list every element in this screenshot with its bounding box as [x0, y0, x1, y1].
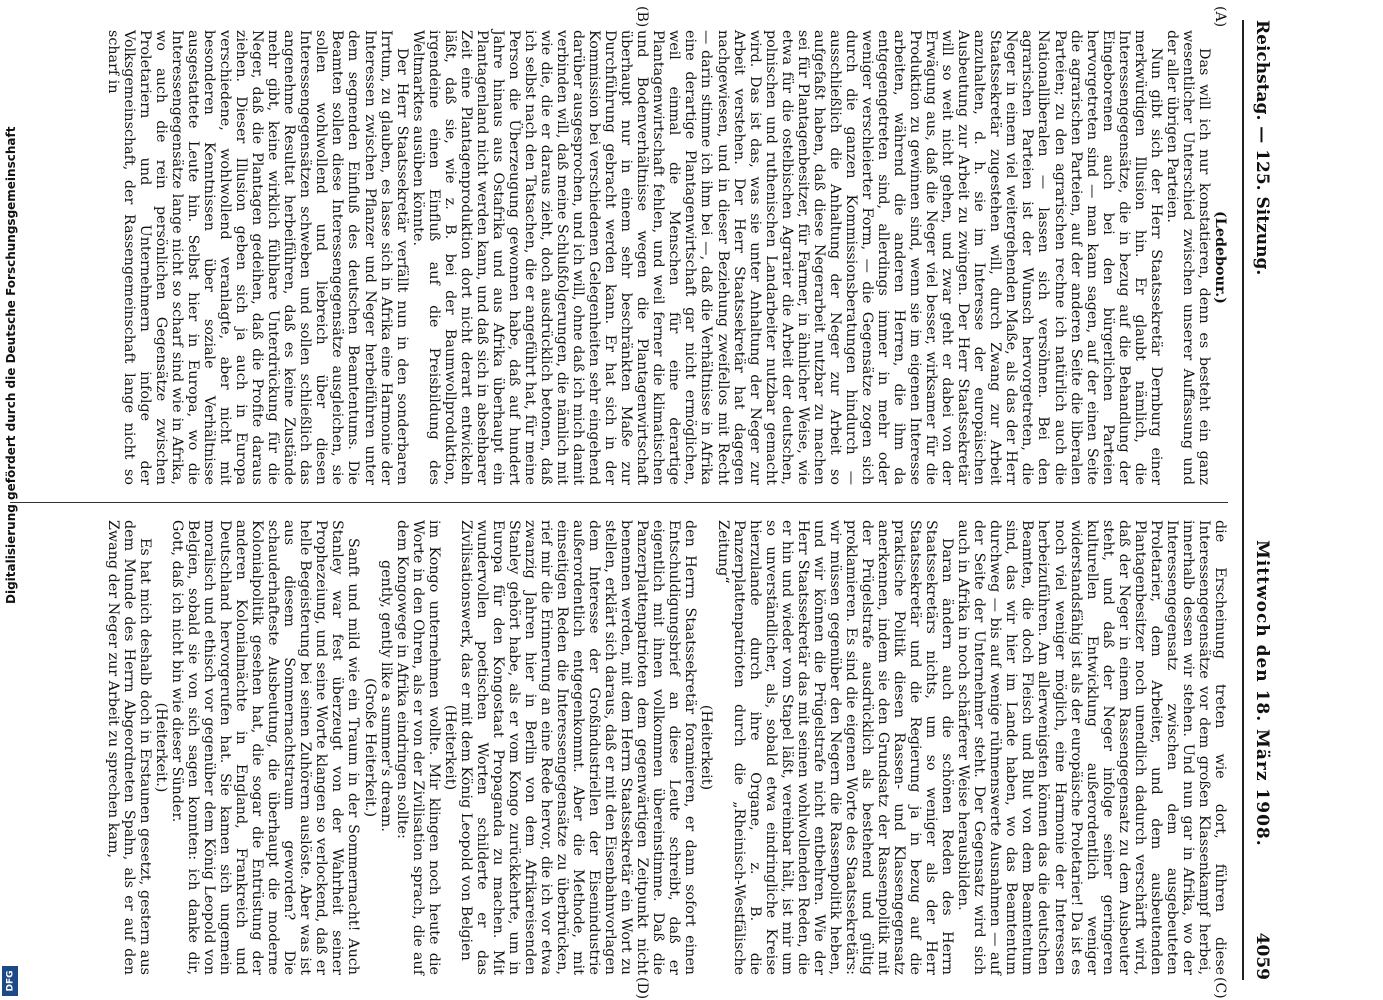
- paragraph: im Kongo unternehmen wollte. Mir klingen noch heute die Worte in den Ohren, als er von der Zivilisation sprach, die auf dem Kongowege in Afrika eindringen sollte:: [393, 520, 442, 975]
- paragraph: Sanft und mild wie ein Traum in der Sommernacht! Auch Stanley war fest überzeugt von der Wahrheit seiner Prophezeiung, und seine Worte klangen so verlockend, daß er helle Begeisterung bei seinen Zuhörern auslöste. Aber was ist aus diesem Sommernachtstraum geworden? Die schauderhafteste Ausbeutung, die überhaupt die moderne Kolonialpolitik gesehen hat, die sogar die Entrüstung der anderen Kolonialmächte in England, Frankreich und Deutschland hervorgerufen hat. Sie kamen sich ungemein moralisch und ethisch vor gegenüber dem König Leopold von Belgien, sobald sie von sich sagen konnten: ich danke dir, Gott, daß ich nicht bin wie dieser Sünder.: [168, 520, 362, 975]
- paragraph: den Herrn Staatssekretär foramieren, er dann sofort einen Entschuldigungsbrief an diese Leute schreibt, daß er eigentlich mit ihnen vollkommen übereinstimme. Daß die Panzerplattenpatrioten dem gegenwärtigen Zeitpunkt nicht benennen werden, mit dem Herrn Staatssekretär ein Wort zu stellen, erklärt sich daraus, daß er mit den Eisenbahnvorlagen dem Interesse der Großindustriellen der Eisenindustrie außerordentlich entgegenkommt. Aber die Methode, mit einseitigen Reden die Interessengegensätze zu überbrücken, rief mir die Erinnerung an eine Rede hervor, die ich vor etwa zwanzig Jahren hier in Berlin von dem Afrikareisenden Stanley gehört habe, als er vom Kongo zurückkehrte, um in Europa für den Kongostaat Propaganda zu machen. Mit wundervollen poetischen Worten schilderte er das Zivilisationswerk, das er mit dem König Leopold von Belgien: [457, 520, 699, 975]
- laughter-note: (Heiterkeit.): [152, 702, 169, 793]
- header-rule: [1242, 20, 1244, 980]
- right-column: [10, 520, 1228, 975]
- paragraph: Das will ich nur konstatieren, denn es besteht ein ganz wesentlicher Unterschied zwischen unserer Auffassung und der aller übrigen Parteien.: [1163, 30, 1212, 485]
- paragraph: Daran ändern auch die schönen Reden des Herrn Staatssekretärs nichts, um so weniger als der Herr Staatssekretär und die Regierung ja in bezug auf die praktische Politik diesen Rassen- und Klassengegensatz anerkennen, indem sie den Grundsatz der Rassenpolitik mit der Prügelstrafe ausdrücklich als bestehend und gültig proklamieren. Es sind die eigenen Worte des Staatssekretärs: wir müssen gegenüber den Negern die Rassenpolitik heben, und wir können die Prügelstrafe nicht entbehren. Wie der Herr Staatssekretär das mit seinen wohlwollenden Reden, die er hin und wieder vom Stapel läßt, vereinbar hält, ist mir um so unverständlicher, als, sobald etwa eindringliche Kreise hierzulande durch ihre Organe, z. B. die Panzerplattenpatrioten durch die „Rheinisch-Westfälische Zeitung“: [714, 520, 956, 975]
- paragraph: Der Herr Staatssekretär verfällt nun in den sonderbaren Irrtum, zu glauben, es lasse sich in Afrika eine Harmonie der Interessen zwischen Pflanzer und Neger herbeiführen unter dem segnenden Einfluß des deutschen Beamtentums. Die Beamten sollen diese Interessengegensätze ausgleichen, sie sollen wohlwollend und liebreich über diesen Interessengegensätzen schweben und sollen schließlich das angenehme Resultat herbeiführen, daß es keine Zustände mehr gibt, keine wirklich fühlbare Unterdrückung für die Neger, daß die Plantagen gedeihen, daß die Profite daraus ziehen. Dieser Illusion geben sich ja auch in Europa verschiedene, wohlwollend veranlagte, aber nicht mit besonderen Kenntnissen über soziale Verhältnisse ausgestattete Leute hin. Selbst hier in Europa, wo die Interessengegensätze lange nicht so scharf sind wie in Afrika, wo auch die rein persönlichen Gegensätze zwischen Proletariern und Unternehmern infolge der Volksgemeinschaft, der Rassengemeinschaft lange nicht so scharf in: [104, 30, 410, 485]
- laughter-note: (Große Heiterkeit.): [361, 677, 378, 818]
- laughter-note: (Heiterkeit): [698, 704, 715, 791]
- paragraph: Nun gibt sich der Herr Staatssekretär Dernburg einer merkwürdigen Illusion hin. Er glaubt nämlich, die Interessengegensätze, die in bezug auf die Behandlung der Eingeborenen auch bei den bürgerlichen Parteien hervorgetreten sind — man kann sagen, auf der einen Seite die agrarischen Parteien, auf der anderen Seite die liberalen Parteien; zu den agrarischen rechne ich natürlich auch die Nationalliberalen — lassen sich versöhnen. Bei den agrarischen Parteien ist der Wunsch hervorgetreten, die Neger in einem viel weitergehenden Maße, als das der Herr Staatssekretär zugestehen will, durch Zwang zur Arbeit anzuhalten, d. h. sie im Interesse der europäischen Ausbeutung zur Arbeit zu zwingen. Der Herr Staatssekretär will so weit nicht gehen, und zwar geht er dabei von der Erwägung aus, daß die Neger viel besser, wirksamer für die Produktion zu gewinnen sind, wenn sie im eigenen Interesse arbeiten, während die anderen Herren, die ihm da entgegengetreten sind, allerdings immer in mehr oder weniger verschleierter Form, — die Gegensätze zogen sich durch die ganzen Kommissionsberatungen hindurch — ausschließlich die Anhaltung der Neger zur Arbeit so aufgefaßt haben, daß diese Negerarbeit nutzbar zu machen sei für Plantagenbesitzer, für Farmer, in ähnlicher Weise, wie etwa für die ostelbischen Agrarier die Arbeit der deutschen, polnischen und ruthenischen Landarbeiter nutzbar gemacht wird. Das ist das, was sie unter Anhaltung der Neger zur Arbeit verstehen. Der Herr Staatssekretär hat dagegen nachgewiesen, und in dieser Beziehung zweifellos mit Recht — darin stimme ich ihm bei —, daß die Verhältnisse in Afrika eine derartige Plantagenwirtschaft gar nicht ermöglichen, weil einmal die Menschen für eine derartige Plantagenwirtschaft fehlen, und weil ferner die klimatischen und Bodenverhältnisse wegen die Plantagenwirtschaft überhaupt nur in einem sehr beschränkten Maße zur Durchführung gebracht werden kann. Er hat sich in der Kommission bei verschiedenen Gelegenheiten sehr eingehend darüber ausgesprochen, und ich will, ohne daß ich mich damit verbinden will, daß meine Schlußfolgerungen, die nämlich mit wie die, die er daraus zieht, doch ausdrücklich betonen, daß ich selbst nach den Tatsachen, die er angeführt hat, für meine Person die Überzeugung gewonnen habe, daß auf hundert Jahre hinaus aus Ostafrika und aus Afrika überhaupt ein Plantagenland nicht werden kann, und daß sich in absehbarer Zeit eine Plantagenproduktion dort nicht derart entwickeln läßt, daß sie, wie z. B. bei der Baumwollproduktion, irgendeine einen Einfluß auf die Preisbildung des Weltmarktes ausüben könnte.: [409, 30, 1164, 485]
- left-column: [10, 30, 1228, 485]
- marker-a: (A): [1212, 6, 1228, 28]
- page-header: [1242, 20, 1272, 980]
- laughter-note: (Heiterkeit): [441, 704, 458, 791]
- header-right-title: Mittwoch den 18. März 1908.: [1252, 540, 1272, 847]
- marker-b: (B): [634, 6, 650, 28]
- column-divider: [10, 502, 1228, 503]
- marker-c: (C): [1212, 977, 1228, 999]
- header-left-title: Reichstag. — 125. Sitzung.: [1252, 20, 1272, 276]
- paragraph: Es hat mich deshalb doch in Erstaunen gesetzt, gestern aus dem Munde des Herrn Abgeordneten Spahn, als er auf den Zwang der Neger zur Arbeit zu sprechen kam,: [104, 520, 153, 975]
- paragraph: die Erscheinung treten wie dort, führen diese Interessengegensätze vor dem großen Klassenkampf herbei, innerhalb dessen wir stehen. Und nun gar in Afrika, wo der Interessengegensatz zwischen dem ausgebeuteten Proletarier, dem Arbeiter, und dem ausbeutenden Plantagenbesitzer noch unendlich dadurch verschärft wird, daß der Neger in einem Rassengegensatz zu dem Ausbeuter steht, und daß der Neger infolge seiner geringeren kulturellen Entwicklung außerordentlich weniger widerstandsfähig ist als der europäische Proletarier! Da ist es noch viel weniger möglich, eine Harmonie der Interessen herbeizuführen. Am allerwenigsten können das die deutschen Beamten, die doch Fleisch und Blut von dem Beamtentum sind, das wir hier im Lande haben, wo das Beamtentum durchweg — bis auf wenige rühmenswerte Ausnahmen — auf der Seite der Unternehmer steht. Der Gegensatz wird sich auch in Afrika in noch schärferer Weise herausbilden.: [955, 520, 1228, 975]
- quote: gently, gently like a summer's dream.: [377, 560, 394, 832]
- marker-d: (D): [634, 977, 650, 1000]
- page-number: 4059: [1252, 932, 1272, 980]
- dfg-logo: [2, 966, 18, 996]
- dfg-logo-text: DFG: [5, 970, 16, 992]
- digitization-credit: Digitalisierung gefördert durch die Deutsche Forschungsgemeinschaft: [4, 126, 18, 604]
- speaker-name: (Ledebour.): [1212, 211, 1228, 304]
